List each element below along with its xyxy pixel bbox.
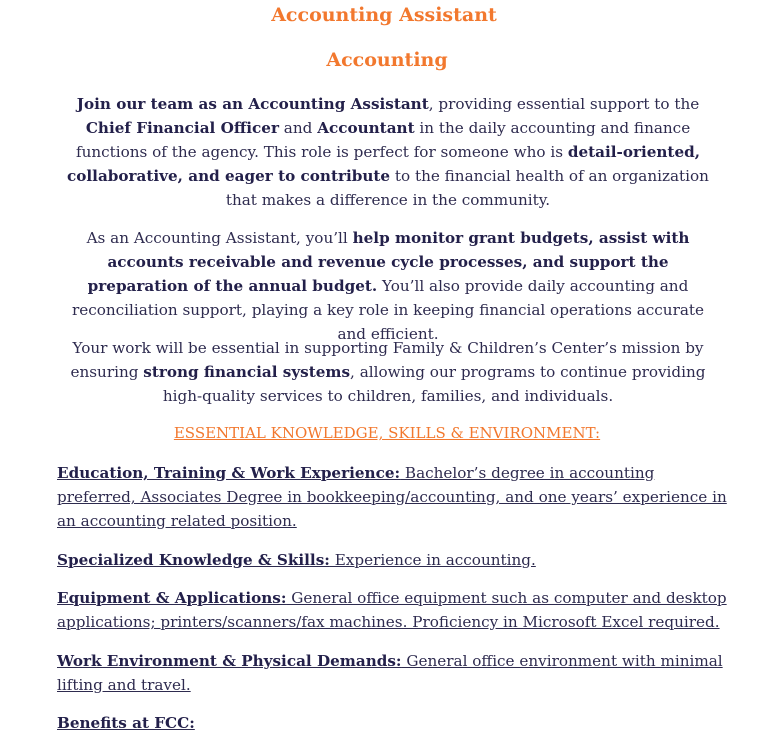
intro-bold-1: Join our team as an Accounting Assistant [76,95,429,113]
role-bold-1: help monitor grant budgets, assist with accounts receivable and revenue cycle processes, and support the preparation of the annual budget. [87,229,690,295]
role-paragraph [58,226,718,346]
section-heading: ESSENTIAL KNOWLEDGE, SKILLS & ENVIRONMENT: [173,424,601,442]
requirement-education [57,461,727,533]
department-title: Accounting [326,49,448,71]
intro-bold-3: Accountant [317,119,415,137]
role-text-1: As an Accounting Assistant, you’ll [86,229,353,247]
intro-text-2: and [278,119,318,137]
requirement-label: Equipment & Applications: [57,589,287,607]
requirement-text: Experience in accounting. [329,551,536,569]
requirement-label: Education, Training & Work Experience: [57,464,401,482]
requirement-label: Benefits at FCC: [57,714,195,732]
requirement-text: Bachelor’s degree in accounting preferred, Associates Degree in bookkeeping/accounting, and one years’ experience in an accounting related position. [57,464,727,530]
mission-text-2: , allowing our programs to continue providing high-quality services to children, families, and individuals. [162,363,706,405]
intro-bold-4: detail-oriented, collaborative, and eager to contribute [67,143,701,185]
intro-text-4: to the financial health of an organization that makes a difference in the community. [225,167,709,209]
mission-paragraph [58,336,718,408]
intro-paragraph [58,92,718,212]
intro-bold-2: Chief Financial Officer [85,119,279,137]
job-title: Accounting Assistant [271,4,497,26]
requirement-label: Work Environment & Physical Demands: [57,652,402,670]
intro-text-1: , providing essential support to the [428,95,700,113]
mission-text-1: Your work will be essential in supporting Family & Children’s Center’s mission by ensuring [70,339,704,381]
mission-bold-1: strong financial systems [143,363,351,381]
role-text-2: You’ll also provide daily accounting and reconciliation support, playing a key role in keeping financial operations accurate and efficient. [71,277,704,343]
requirement-environment [57,649,727,697]
requirement-benefits [57,711,727,735]
requirement-specialized [57,548,727,572]
requirement-equipment [57,586,727,634]
requirement-text: General office equipment such as computer and desktop applications; printers/scanners/fax machines. Proficiency in Microsoft Excel required. [57,589,727,631]
requirement-text: General office environment with minimal lifting and travel. [57,652,723,694]
requirement-label: Specialized Knowledge & Skills: [57,551,330,569]
intro-text-3: in the daily accounting and finance functions of the agency. This role is perfect for someone who is [75,119,691,161]
